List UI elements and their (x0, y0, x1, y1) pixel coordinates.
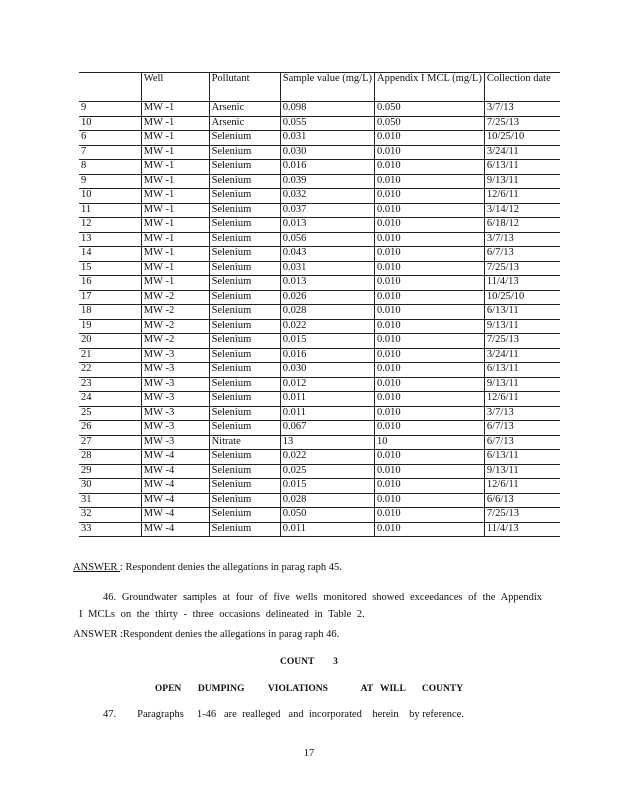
row-well: MW -1 (141, 174, 209, 189)
row-well: MW -3 (141, 435, 209, 450)
answer-45-text: : Respondent denies the allegations in parag raph 45. (119, 562, 342, 573)
answer-46 (73, 629, 339, 640)
row-pollutant: Selenium (209, 189, 280, 204)
row-pollutant: Selenium (209, 174, 280, 189)
row-sample-value: 0.022 (280, 450, 374, 465)
row-pollutant: Selenium (209, 406, 280, 421)
header-collection-date: Collection date (484, 73, 560, 102)
table-row (79, 421, 560, 436)
row-date: 3/14/12 (484, 203, 560, 218)
header-sample-value: Sample value (mg/L) (280, 73, 374, 102)
row-date: 6/7/13 (484, 421, 560, 436)
row-sample-value: 0.039 (280, 174, 374, 189)
table-row (79, 319, 560, 334)
row-sample-value: 0.043 (280, 247, 374, 262)
table-row (79, 363, 560, 378)
row-index: 9 (81, 174, 87, 186)
row-pollutant: Selenium (209, 522, 280, 537)
header-well: Well (141, 73, 209, 102)
row-sample-value: 0.015 (280, 334, 374, 349)
row-sample-value: 0.026 (280, 290, 374, 305)
row-well: MW -1 (141, 276, 209, 291)
header-index (79, 73, 141, 102)
table-row (79, 392, 560, 407)
row-index: 26 (81, 421, 92, 432)
row-index: 33 (81, 522, 92, 534)
row-sample-value: 0.030 (280, 145, 374, 160)
row-mcl: 0.050 (375, 116, 485, 131)
header-mcl: Appendix I MCL (mg/L) (375, 73, 485, 102)
table-row (79, 508, 560, 523)
row-well: MW -4 (141, 508, 209, 523)
table-row (79, 131, 560, 146)
row-sample-value: 0.028 (280, 493, 374, 508)
table-row (79, 218, 560, 233)
table-row (79, 334, 560, 349)
row-sample-value: 0.011 (280, 522, 374, 537)
row-sample-value: 0.098 (280, 102, 374, 117)
row-well: MW -1 (141, 203, 209, 218)
row-well: MW -4 (141, 479, 209, 494)
row-mcl: 0.010 (375, 261, 485, 276)
row-pollutant: Selenium (209, 203, 280, 218)
row-mcl: 0.010 (375, 406, 485, 421)
row-pollutant: Selenium (209, 421, 280, 436)
row-sample-value: 0.031 (280, 261, 374, 276)
row-mcl: 0.010 (375, 508, 485, 523)
table-row (79, 348, 560, 363)
monitoring-well-table (79, 72, 560, 537)
row-mcl: 0.010 (375, 522, 485, 537)
table-row (79, 305, 560, 320)
row-date: 11/4/13 (484, 522, 560, 537)
row-date: 3/7/13 (484, 406, 560, 421)
table-row (79, 232, 560, 247)
table-row (79, 189, 560, 204)
row-date: 7/25/13 (484, 334, 560, 349)
row-pollutant: Selenium (209, 348, 280, 363)
table-row (79, 174, 560, 189)
row-date: 6/13/11 (484, 305, 560, 320)
row-mcl: 0.010 (375, 145, 485, 160)
row-date: 9/13/11 (484, 174, 560, 189)
row-mcl: 0.010 (375, 363, 485, 378)
row-index: 16 (81, 276, 92, 287)
row-sample-value: 0.028 (280, 305, 374, 320)
row-date: 12/6/11 (484, 392, 560, 407)
row-well: MW -4 (141, 522, 209, 537)
row-date: 7/25/13 (484, 508, 560, 523)
row-date: 12/6/11 (484, 479, 560, 494)
row-date: 6/7/13 (484, 247, 560, 262)
table-row (79, 493, 560, 508)
row-pollutant: Selenium (209, 305, 280, 320)
row-date: 9/13/11 (484, 377, 560, 392)
row-well: MW -3 (141, 406, 209, 421)
row-well: MW -1 (141, 261, 209, 276)
row-pollutant: Selenium (209, 464, 280, 479)
row-index: 28 (81, 450, 92, 461)
row-date: 7/25/13 (484, 116, 560, 131)
row-sample-value: 0.032 (280, 189, 374, 204)
row-index: 23 (81, 377, 92, 389)
table-row (79, 406, 560, 421)
row-mcl: 0.010 (375, 247, 485, 262)
row-well: MW -1 (141, 232, 209, 247)
row-well: MW -1 (141, 116, 209, 131)
row-pollutant: Selenium (209, 276, 280, 291)
row-well: MW -4 (141, 464, 209, 479)
row-sample-value: 0.011 (280, 406, 374, 421)
row-index: 21 (81, 348, 92, 360)
row-mcl: 0.010 (375, 131, 485, 146)
row-index: 14 (81, 247, 92, 258)
table-row (79, 160, 560, 175)
row-well: MW -1 (141, 247, 209, 262)
table-row (79, 276, 560, 291)
row-index: 10 (81, 189, 92, 200)
row-pollutant: Arsenic (209, 116, 280, 131)
page-number: 17 (303, 748, 315, 759)
table-row (79, 435, 560, 450)
row-date: 6/13/11 (484, 450, 560, 465)
row-date: 10/25/10 (484, 131, 560, 146)
row-index: 20 (81, 334, 92, 345)
row-pollutant: Selenium (209, 261, 280, 276)
row-mcl: 0.010 (375, 189, 485, 204)
row-date: 3/24/11 (484, 145, 560, 160)
row-date: 11/4/13 (484, 276, 560, 291)
row-pollutant: Nitrate (209, 435, 280, 450)
table-row (79, 450, 560, 465)
row-well: MW -1 (141, 160, 209, 175)
row-mcl: 0.010 (375, 334, 485, 349)
answer-45-label: ANSWER (73, 562, 120, 573)
row-date: 9/13/11 (484, 464, 560, 479)
answer-46-label: ANSWER (73, 629, 118, 640)
row-index: 6 (81, 131, 87, 142)
row-mcl: 0.010 (375, 305, 485, 320)
row-index: 32 (81, 508, 92, 519)
row-pollutant: Selenium (209, 290, 280, 305)
count-heading: COUNT 3 (280, 657, 338, 667)
row-date: 6/13/11 (484, 363, 560, 378)
row-pollutant: Selenium (209, 218, 280, 233)
row-index: 24 (81, 392, 92, 403)
paragraph-47: 47. Paragraphs 1-46 are realleged and incorporated herein by reference. (103, 709, 464, 720)
paragraph-46: 46. Groundwater samples at four of five wells monitored showed exceedances of the Appendix I MCLs on the thirty - three occasions delineated in Table 2. (79, 592, 542, 620)
row-mcl: 0.010 (375, 348, 485, 363)
row-index: 19 (81, 319, 92, 331)
answer-46-text: :Respondent denies the allegations in parag raph 46. (117, 629, 340, 640)
row-mcl: 0.010 (375, 464, 485, 479)
row-date: 9/13/11 (484, 319, 560, 334)
row-date: 3/7/13 (484, 232, 560, 247)
row-index: 8 (81, 160, 87, 171)
row-pollutant: Selenium (209, 131, 280, 146)
row-mcl: 10 (375, 435, 485, 450)
row-pollutant: Selenium (209, 508, 280, 523)
row-well: MW -1 (141, 218, 209, 233)
row-date: 3/7/13 (484, 102, 560, 117)
table-row (79, 116, 560, 131)
row-date: 7/25/13 (484, 261, 560, 276)
table-row (79, 290, 560, 305)
row-well: MW -2 (141, 290, 209, 305)
table-row (79, 247, 560, 262)
row-sample-value: 0.022 (280, 319, 374, 334)
row-pollutant: Selenium (209, 479, 280, 494)
row-mcl: 0.010 (375, 232, 485, 247)
row-sample-value: 0.012 (280, 377, 374, 392)
table-row (79, 261, 560, 276)
row-index: 15 (81, 261, 92, 273)
table-row (79, 479, 560, 494)
row-pollutant: Selenium (209, 247, 280, 262)
row-pollutant: Selenium (209, 160, 280, 175)
row-mcl: 0.010 (375, 276, 485, 291)
row-date: 6/7/13 (484, 435, 560, 450)
row-index: 18 (81, 305, 92, 316)
row-mcl: 0.010 (375, 218, 485, 233)
row-pollutant: Selenium (209, 334, 280, 349)
row-mcl: 0.010 (375, 392, 485, 407)
row-sample-value: 0.050 (280, 508, 374, 523)
row-index: 27 (81, 435, 92, 447)
row-well: MW -2 (141, 305, 209, 320)
table-row (79, 145, 560, 160)
row-index: 10 (81, 116, 92, 128)
row-date: 6/6/13 (484, 493, 560, 508)
row-sample-value: 0.056 (280, 232, 374, 247)
row-index: 29 (81, 464, 92, 476)
row-sample-value: 0.067 (280, 421, 374, 436)
row-mcl: 0.010 (375, 450, 485, 465)
table-row (79, 522, 560, 537)
row-well: MW -4 (141, 493, 209, 508)
row-mcl: 0.010 (375, 174, 485, 189)
table-row (79, 377, 560, 392)
row-well: MW -1 (141, 131, 209, 146)
row-index: 12 (81, 218, 92, 229)
row-date: 10/25/10 (484, 290, 560, 305)
row-sample-value: 0.031 (280, 131, 374, 146)
row-mcl: 0.010 (375, 290, 485, 305)
row-sample-value: 0.011 (280, 392, 374, 407)
row-mcl: 0.050 (375, 102, 485, 117)
row-well: MW -2 (141, 334, 209, 349)
row-well: MW -1 (141, 102, 209, 117)
row-sample-value: 0.016 (280, 160, 374, 175)
row-index: 25 (81, 406, 92, 418)
row-sample-value: 0.055 (280, 116, 374, 131)
row-index: 9 (81, 102, 87, 113)
row-well: MW -1 (141, 145, 209, 160)
row-index: 13 (81, 232, 92, 244)
row-well: MW -3 (141, 392, 209, 407)
row-well: MW -3 (141, 348, 209, 363)
row-well: MW -2 (141, 319, 209, 334)
answer-45 (73, 562, 342, 573)
row-mcl: 0.010 (375, 493, 485, 508)
row-pollutant: Selenium (209, 450, 280, 465)
row-mcl: 0.010 (375, 479, 485, 494)
table-row (79, 102, 560, 117)
row-sample-value: 0.013 (280, 218, 374, 233)
row-mcl: 0.010 (375, 203, 485, 218)
row-pollutant: Selenium (209, 363, 280, 378)
row-index: 22 (81, 363, 92, 374)
row-pollutant: Selenium (209, 319, 280, 334)
row-mcl: 0.010 (375, 160, 485, 175)
row-mcl: 0.010 (375, 319, 485, 334)
row-sample-value: 0.037 (280, 203, 374, 218)
row-pollutant: Selenium (209, 145, 280, 160)
row-date: 6/18/12 (484, 218, 560, 233)
header-pollutant: Pollutant (209, 73, 280, 102)
row-well: MW -3 (141, 421, 209, 436)
row-index: 17 (81, 290, 92, 302)
table-row (79, 464, 560, 479)
row-index: 7 (81, 145, 87, 157)
row-date: 12/6/11 (484, 189, 560, 204)
table-header-row (79, 73, 560, 102)
row-sample-value: 13 (280, 435, 374, 450)
row-mcl: 0.010 (375, 377, 485, 392)
row-pollutant: Selenium (209, 232, 280, 247)
row-sample-value: 0.030 (280, 363, 374, 378)
table-row (79, 203, 560, 218)
row-well: MW -4 (141, 450, 209, 465)
row-sample-value: 0.016 (280, 348, 374, 363)
row-pollutant: Selenium (209, 493, 280, 508)
row-pollutant: Selenium (209, 392, 280, 407)
row-pollutant: Selenium (209, 377, 280, 392)
row-pollutant: Arsenic (209, 102, 280, 117)
row-sample-value: 0.015 (280, 479, 374, 494)
row-index: 11 (81, 203, 92, 215)
row-well: MW -3 (141, 377, 209, 392)
row-sample-value: 0.025 (280, 464, 374, 479)
count-title: OPEN DUMPING VIOLATIONS AT WILL COUNTY (154, 684, 464, 694)
row-date: 6/13/11 (484, 160, 560, 175)
row-sample-value: 0.013 (280, 276, 374, 291)
table-body (79, 102, 560, 537)
row-date: 3/24/11 (484, 348, 560, 363)
row-well: MW -1 (141, 189, 209, 204)
row-index: 31 (81, 493, 92, 505)
row-index: 30 (81, 479, 92, 490)
row-mcl: 0.010 (375, 421, 485, 436)
row-well: MW -3 (141, 363, 209, 378)
